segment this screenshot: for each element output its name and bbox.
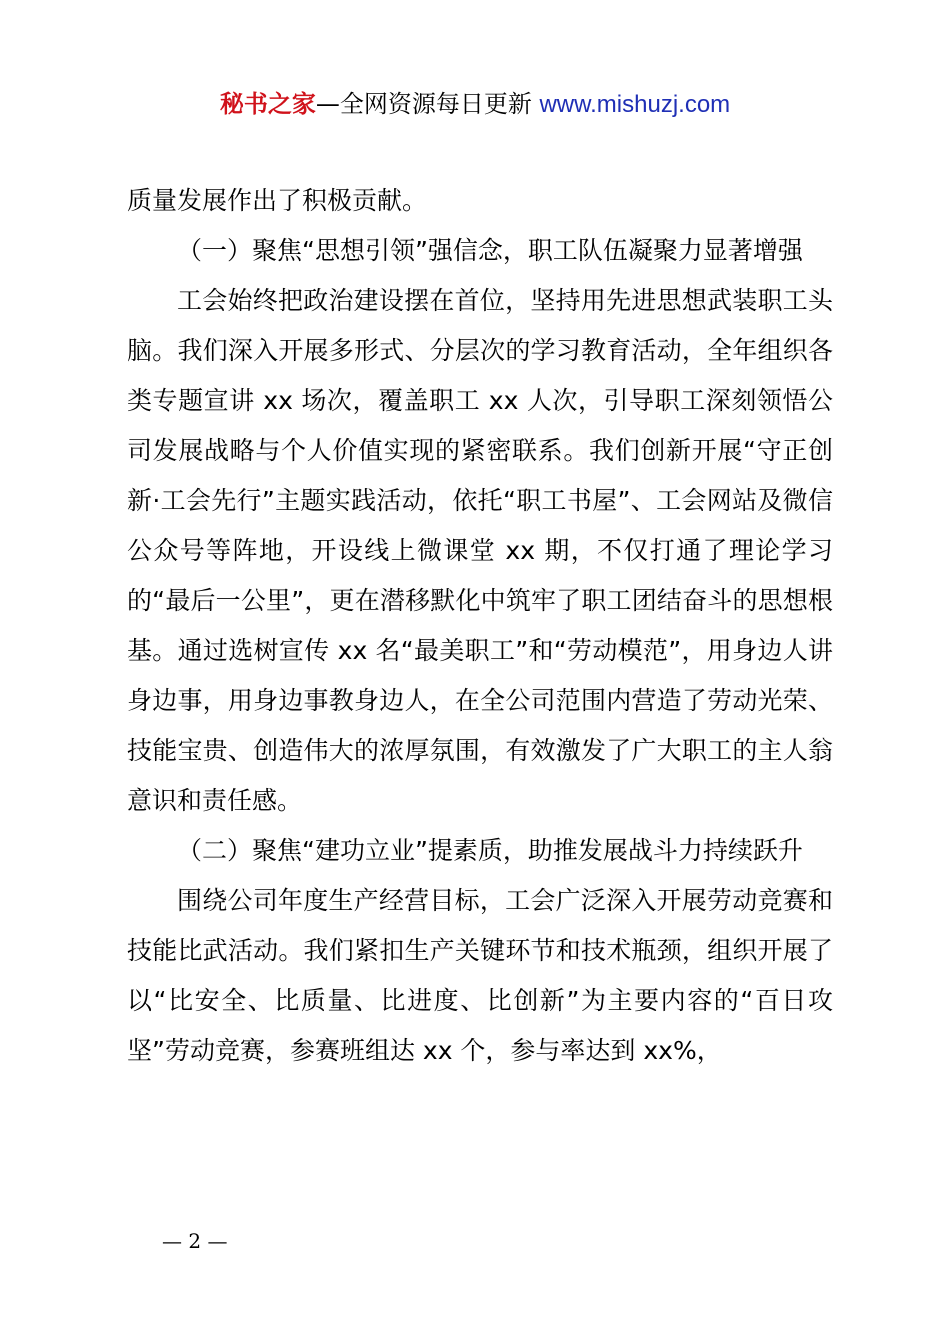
document-body <box>127 176 833 1076</box>
site-url[interactable]: www.mishuzj.com <box>539 91 731 118</box>
paragraph-body-2: 围绕公司年度生产经营目标，工会广泛深入开展劳动竞赛和技能比武活动。我们紧扣生产关键环节和技术瓶颈，组织开展了以“比安全、比质量、比进度、比创新”为主要内容的“百日攻坚”劳动竞赛，参赛班组达 xx 个，参与率达到 xx%， <box>127 886 833 1065</box>
brand-name: 秘书之家 <box>219 90 316 118</box>
section-heading-1: （一）聚焦“思想引领”强信念，职工队伍凝聚力显著增强 <box>177 236 803 265</box>
paragraph-body-1: 工会始终把政治建设摆在首位，坚持用先进思想武装职工头脑。我们深入开展多形式、分层次的学习教育活动，全年组织各类专题宣讲 xx 场次，覆盖职工 xx 人次，引导职工深刻领悟公司发展战略与个人价值实现的紧密联系。我们创新开展“守正创新·工会先行”主题实践活动，依托“职工书屋”、工会网站及微信公众号等阵地，开设线上微课堂 xx 期，不仅打通了理论学习的“最后一公里”，更在潜移默化中筑牢了职工团结奋斗的思想根基。通过选树宣传 xx 名“最美职工”和“劳动模范”，用身边人讲身边事，用身边事教身边人，在全公司范围内营造了劳动光荣、技能宝贵、创造伟大的浓厚氛围，有效激发了广大职工的主人翁意识和责任感。 <box>127 286 833 815</box>
section-heading-2: （二）聚焦“建功立业”提素质，助推发展战斗力持续跃升 <box>177 836 803 865</box>
header-tagline: —全网资源每日更新 <box>315 90 532 118</box>
paragraph-continuation: 质量发展作出了积极贡献。 <box>127 186 428 215</box>
page-number: — 2 — <box>162 1229 228 1253</box>
site-header <box>0 86 950 123</box>
